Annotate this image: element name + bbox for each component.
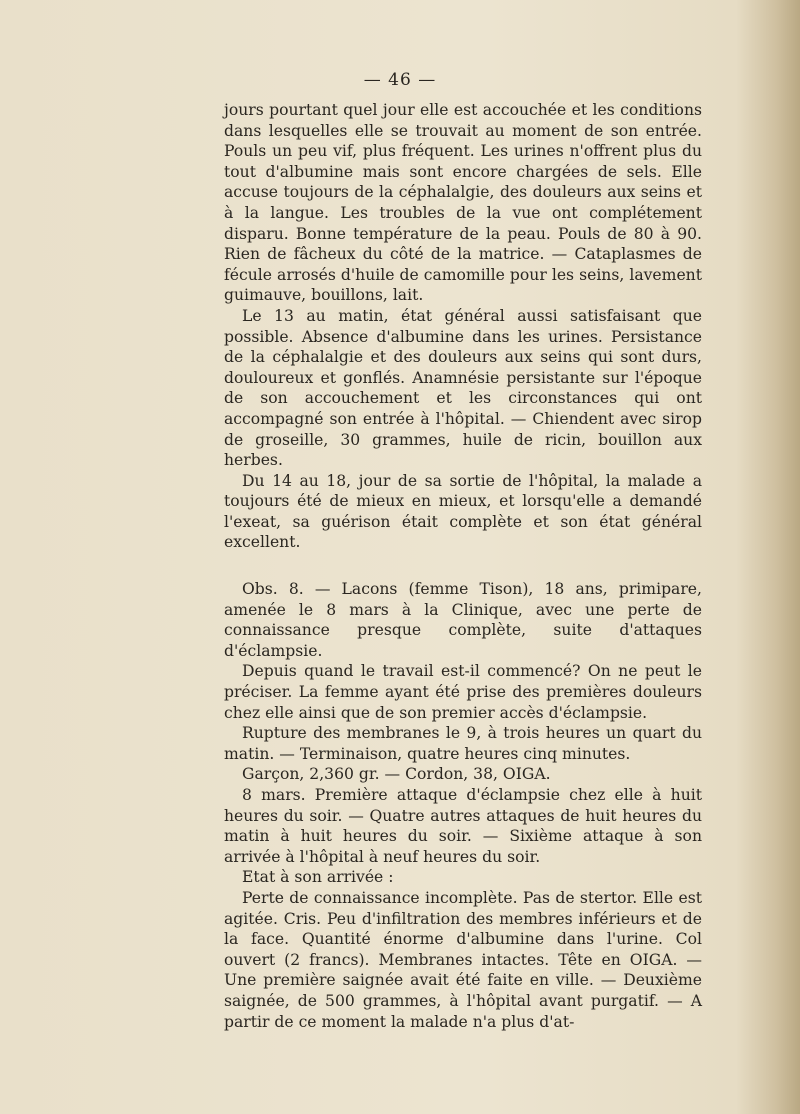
body-text xyxy=(224,100,702,1032)
paragraph-8-mars: 8 mars. Première attaque d'éclampsie chez elle à huit heures du soir. — Quatre autres attaques de huit heures du matin à huit heures du soir. — Sixième attaque à son arrivée à l'hôpital à neuf heures du soir. xyxy=(224,786,702,866)
paragraph-etat: Etat à son arrivée : xyxy=(242,868,394,887)
paragraph-garcon: Garçon, 2,360 gr. — Cordon, 38, OIGA. xyxy=(242,765,551,784)
paragraph-perte: Perte de connaissance incomplète. Pas de stertor. Elle est agitée. Cris. Peu d'infiltration des membres inférieurs et de la face. Quantité énorme d'albumine dans l'urine. Col ouvert (2 francs). Membranes intactes. Tête en OIGA. — Une première saignée avait été faite en ville. — Deuxième saignée, de 500 grammes, à l'hôpital avant purgatif. — A partir de ce moment la malade n'a plus d'at- xyxy=(224,888,702,1031)
paragraph-continuation: jours pourtant quel jour elle est accouchée et les conditions dans lesquelles elle se trouvait au moment de son entrée. Pouls un peu vif, plus fréquent. Les urines n'offrent plus du tout d'albumine mais sont encore chargées de sels. Elle accuse toujours de la céphalalgie, des douleurs aux seins et à la langue. Les troubles de la vue ont complétement disparu. Bonne température de la peau. Pouls de 80 à 90. Rien de fâcheux du côté de la matrice. — Cataplasmes de fécule arrosés d'huile de camomille pour les seins, lavement guimauve, bouillons, lait. xyxy=(224,101,702,305)
section-gap xyxy=(224,553,702,579)
paragraph-travail: Depuis quand le travail est-il commencé? On ne peut le préciser. La femme ayant été prise des premières douleurs chez elle ainsi que de son premier accès d'éclampsie. xyxy=(224,662,702,722)
paragraph-rupture: Rupture des membranes le 9, à trois heures un quart du matin. — Terminaison, quatre heures cinq minutes. xyxy=(224,724,702,763)
page-number: — 46 — xyxy=(363,70,437,90)
paragraph-14-18: Du 14 au 18, jour de sa sortie de l'hôpital, la malade a toujours été de mieux en mieux, et lorsqu'elle a demandé l'exeat, sa guérison était complète et son état général excellent. xyxy=(224,471,702,552)
observation-8-heading: Obs. 8. — Lacons (femme Tison), 18 ans, primipare, amenée le 8 mars à la Clinique, avec une perte de connaissance presque complète, suite d'attaques d'éclampsie. xyxy=(224,580,702,660)
paragraph-13: Le 13 au matin, état général aussi satisfaisant que possible. Absence d'albumine dans les urines. Persistance de la céphalalgie et des douleurs aux seins qui sont durs, douloureux et gonflés. Anamnésie persistante sur l'époque de son accouchement et les circonstances qui ont accompagné son entrée à l'hôpital. — Chiendent avec sirop de groseille, 30 grammes, huile de ricin, bouillon aux herbes. xyxy=(224,306,702,470)
